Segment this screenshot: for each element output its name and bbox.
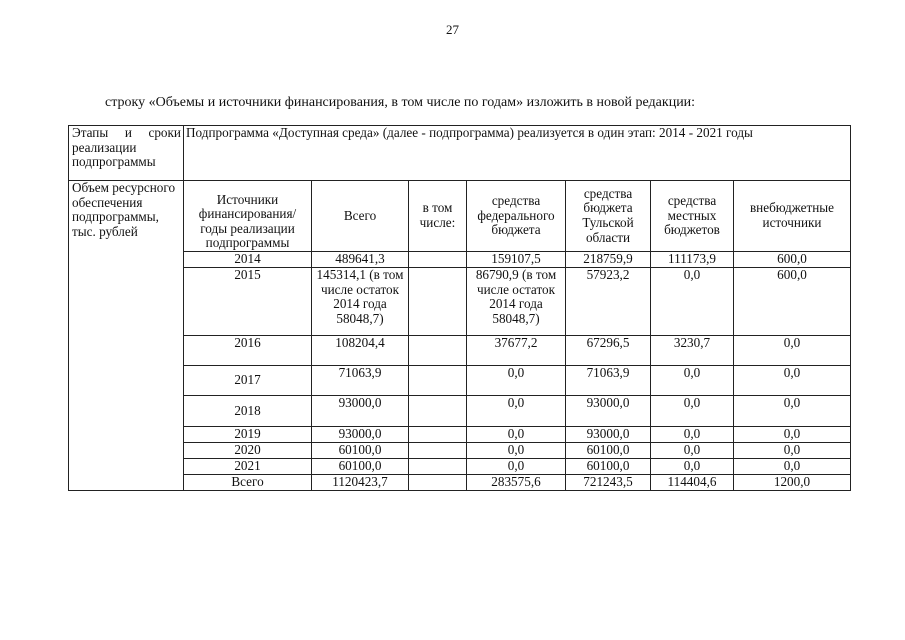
local-cell: 111173,9	[651, 252, 734, 268]
total-cell: 108204,4	[312, 336, 409, 366]
funding-table	[68, 125, 851, 491]
regional-cell: 60100,0	[566, 459, 651, 475]
total-cell: 93000,0	[312, 427, 409, 443]
federal-cell: 0,0	[467, 427, 566, 443]
table-row	[69, 268, 851, 336]
table-row	[69, 396, 851, 427]
regional-cell: 721243,5	[566, 475, 651, 491]
total-row	[69, 475, 851, 491]
total-cell: 71063,9	[312, 366, 409, 396]
total-cell: 489641,3	[312, 252, 409, 268]
federal-cell: 37677,2	[467, 336, 566, 366]
local-cell: 0,0	[651, 459, 734, 475]
local-cell: 0,0	[651, 396, 734, 427]
regional-cell: 93000,0	[566, 427, 651, 443]
header-source: Источники финансирования/ годы реализации подпрограммы	[184, 181, 312, 252]
local-cell: 0,0	[651, 427, 734, 443]
federal-cell: 86790,9 (в том числе остаток 2014 года 58048,7)	[467, 268, 566, 336]
table-row	[69, 443, 851, 459]
table-row	[69, 459, 851, 475]
extra-cell: 0,0	[734, 443, 851, 459]
funding-label: Объем ресурсного обеспечения подпрограммы, тыс. рублей	[69, 181, 184, 491]
regional-cell: 93000,0	[566, 396, 651, 427]
extra-cell: 0,0	[734, 396, 851, 427]
table-row	[69, 336, 851, 366]
federal-cell: 0,0	[467, 366, 566, 396]
year-cell: 2014	[184, 252, 312, 268]
extra-cell: 600,0	[734, 268, 851, 336]
regional-cell: 60100,0	[566, 443, 651, 459]
local-cell: 0,0	[651, 366, 734, 396]
federal-cell: 159107,5	[467, 252, 566, 268]
extra-cell: 0,0	[734, 427, 851, 443]
regional-cell: 218759,9	[566, 252, 651, 268]
empty-cell	[409, 336, 467, 366]
total-cell: 145314,1 (в том числе остаток 2014 года 58048,7)	[312, 268, 409, 336]
intro-text: строку «Объемы и источники финансирования, в том числе по годам» изложить в новой редакции:	[105, 95, 696, 110]
regional-cell: 57923,2	[566, 268, 651, 336]
federal-cell: 0,0	[467, 396, 566, 427]
total-cell: 60100,0	[312, 443, 409, 459]
empty-cell	[409, 459, 467, 475]
page-number: 27	[446, 22, 459, 37]
year-cell: 2015	[184, 268, 312, 336]
extra-cell: 0,0	[734, 366, 851, 396]
funding-header-row	[69, 181, 851, 252]
local-cell: 0,0	[651, 443, 734, 459]
header-regional: средства бюджета Тульской области	[566, 181, 651, 252]
stages-label: Этапы и сроки реализации подпрограммы	[69, 126, 184, 181]
extra-cell: 1200,0	[734, 475, 851, 491]
federal-cell: 0,0	[467, 459, 566, 475]
empty-cell	[409, 443, 467, 459]
federal-cell: 283575,6	[467, 475, 566, 491]
year-cell: Всего	[184, 475, 312, 491]
table-row	[69, 427, 851, 443]
year-cell: 2020	[184, 443, 312, 459]
header-federal: средства федерального бюджета	[467, 181, 566, 252]
empty-cell	[409, 475, 467, 491]
year-cell: 2018	[184, 396, 312, 427]
header-local: средства местных бюджетов	[651, 181, 734, 252]
empty-cell	[409, 268, 467, 336]
year-cell: 2021	[184, 459, 312, 475]
local-cell: 114404,6	[651, 475, 734, 491]
empty-cell	[409, 427, 467, 443]
header-total: Всего	[312, 181, 409, 252]
total-cell: 1120423,7	[312, 475, 409, 491]
empty-cell	[409, 396, 467, 427]
extra-cell: 0,0	[734, 336, 851, 366]
header-including: в том числе:	[409, 181, 467, 252]
header-extra: внебюджетные источники	[734, 181, 851, 252]
regional-cell: 67296,5	[566, 336, 651, 366]
regional-cell: 71063,9	[566, 366, 651, 396]
federal-cell: 0,0	[467, 443, 566, 459]
stages-row	[69, 126, 851, 181]
local-cell: 3230,7	[651, 336, 734, 366]
empty-cell	[409, 366, 467, 396]
table-row	[69, 252, 851, 268]
total-cell: 60100,0	[312, 459, 409, 475]
extra-cell: 0,0	[734, 459, 851, 475]
table-row	[69, 366, 851, 396]
empty-cell	[409, 252, 467, 268]
year-cell: 2016	[184, 336, 312, 366]
year-cell: 2017	[184, 366, 312, 396]
extra-cell: 600,0	[734, 252, 851, 268]
total-cell: 93000,0	[312, 396, 409, 427]
year-cell: 2019	[184, 427, 312, 443]
stages-text: Подпрограмма «Доступная среда» (далее - подпрограмма) реализуется в один этап: 2014 - 2021 годы	[184, 126, 851, 181]
local-cell: 0,0	[651, 268, 734, 336]
